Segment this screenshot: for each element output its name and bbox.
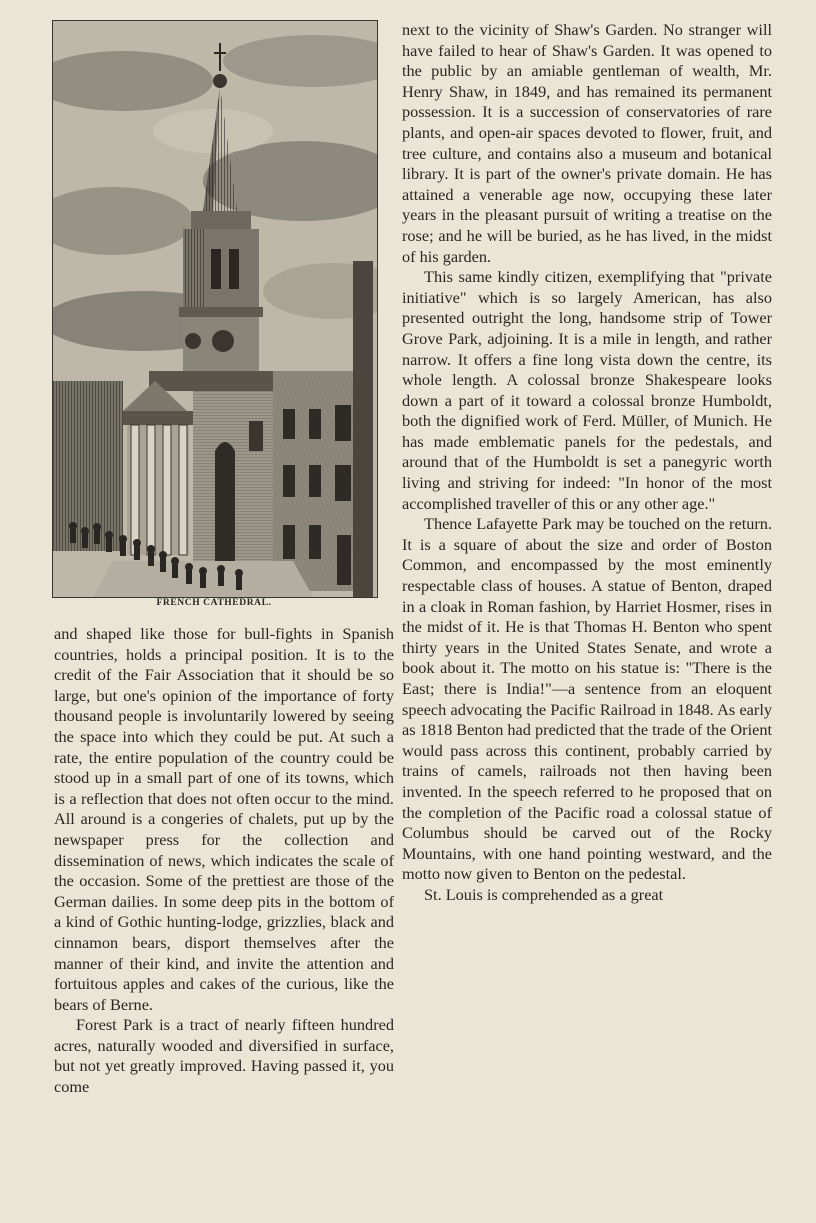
paragraph: St. Louis is comprehended as a great	[424, 884, 664, 904]
figure-caption: FRENCH CATHEDRAL.	[156, 598, 272, 608]
cathedral-engraving	[52, 20, 378, 598]
right-text-column	[402, 20, 772, 906]
paragraph: next to the vicinity of Shaw's Garden. No stranger will have failed to hear of Shaw's Garden. It was opened to the public by an amiable gentleman of wealth, Mr. Henry Shaw, in 1849, and has remained its permanent possession. It is a succession of conservatories of rare plants, and open-air spaces devoted to flower, fruit, and tree culture, and contains also a museum and botanical library. It is part of the owner's private domain. He has attained a venerable age now, occupying these later years in the pleasant pursuit of writing a treatise on the rose; and he will be buried, as he has lived, in the midst of his garden.	[402, 20, 772, 266]
left-text-column	[54, 624, 394, 1098]
paragraph: This same kindly citizen, exemplifying that "private initiative" which is so largely American, has also presented outright the long, handsome strip of Tower Grove Park, adjoining. It is a mile in length, and rather narrow. It offers a fine long vista down the centre, its whole length. A colossal bronze Shakespeare looks down a part of it toward a colossal bronze Humboldt, both the dignified work of Ferd. Müller, of Munich. He has made emblematic panels for the pedestals, and around that of the Humboldt is set a panegyric worth living and striving for indeed: "In honor of the most accomplished traveller of this or any other age."	[402, 267, 772, 513]
paragraph: and shaped like those for bull-fights in Spanish countries, holds a principal position. It is to the credit of the Fair Association that it should be so large, but one's opinion of the importance of forty thousand people is involuntarily lowered by seeing the space into which they could be put. At such a rate, the entire population of the country could be stood up in a small part of one of its towns, which is a reflection that does not often occur to the mind. All around is a congeries of chalets, put up by the newspaper press for the collection and dissemination of news, which indicates the scale of the occasion. Some of the prettiest are those of the German dailies. In some deep pits in the bottom of a kind of Gothic hunting-lodge, grizzlies, black and cinnamon bears, disport themselves after the manner of their kind, and invite the attention and fortuitous apples and cakes of the curious, like the bears of Berne.	[54, 624, 394, 1014]
paragraph: Forest Park is a tract of nearly fifteen hundred acres, naturally wooded and diversified in surface, but not yet greatly improved. Having passed it, you come	[54, 1015, 394, 1097]
paragraph: Thence Lafayette Park may be touched on the return. It is a square of about the size and order of Boston Common, and encompassed by the most eminently respectable class of houses. A statue of Benton, draped in a cloak in Roman fashion, by Harriet Hosmer, rises in the midst of it. He is that Thomas H. Benton who spent thirty years in the United States Senate, and wrote a book about it. The motto on his statue is: "There is the East; there is India!"—a sentence from an eloquent speech advocating the Pacific Railroad in 1848. As early as 1818 Benton had predicted that the trade of the Orient would pass across this continent, probably carried by trains of camels, railroads not then having been invented. In the speech referred to he proposed that on the completion of the Pacific road a colossal statue of Columbus should be carved out of the Rocky Mountains, with one hand pointing westward, and the motto now given to Benton on the pedestal.	[402, 514, 772, 884]
